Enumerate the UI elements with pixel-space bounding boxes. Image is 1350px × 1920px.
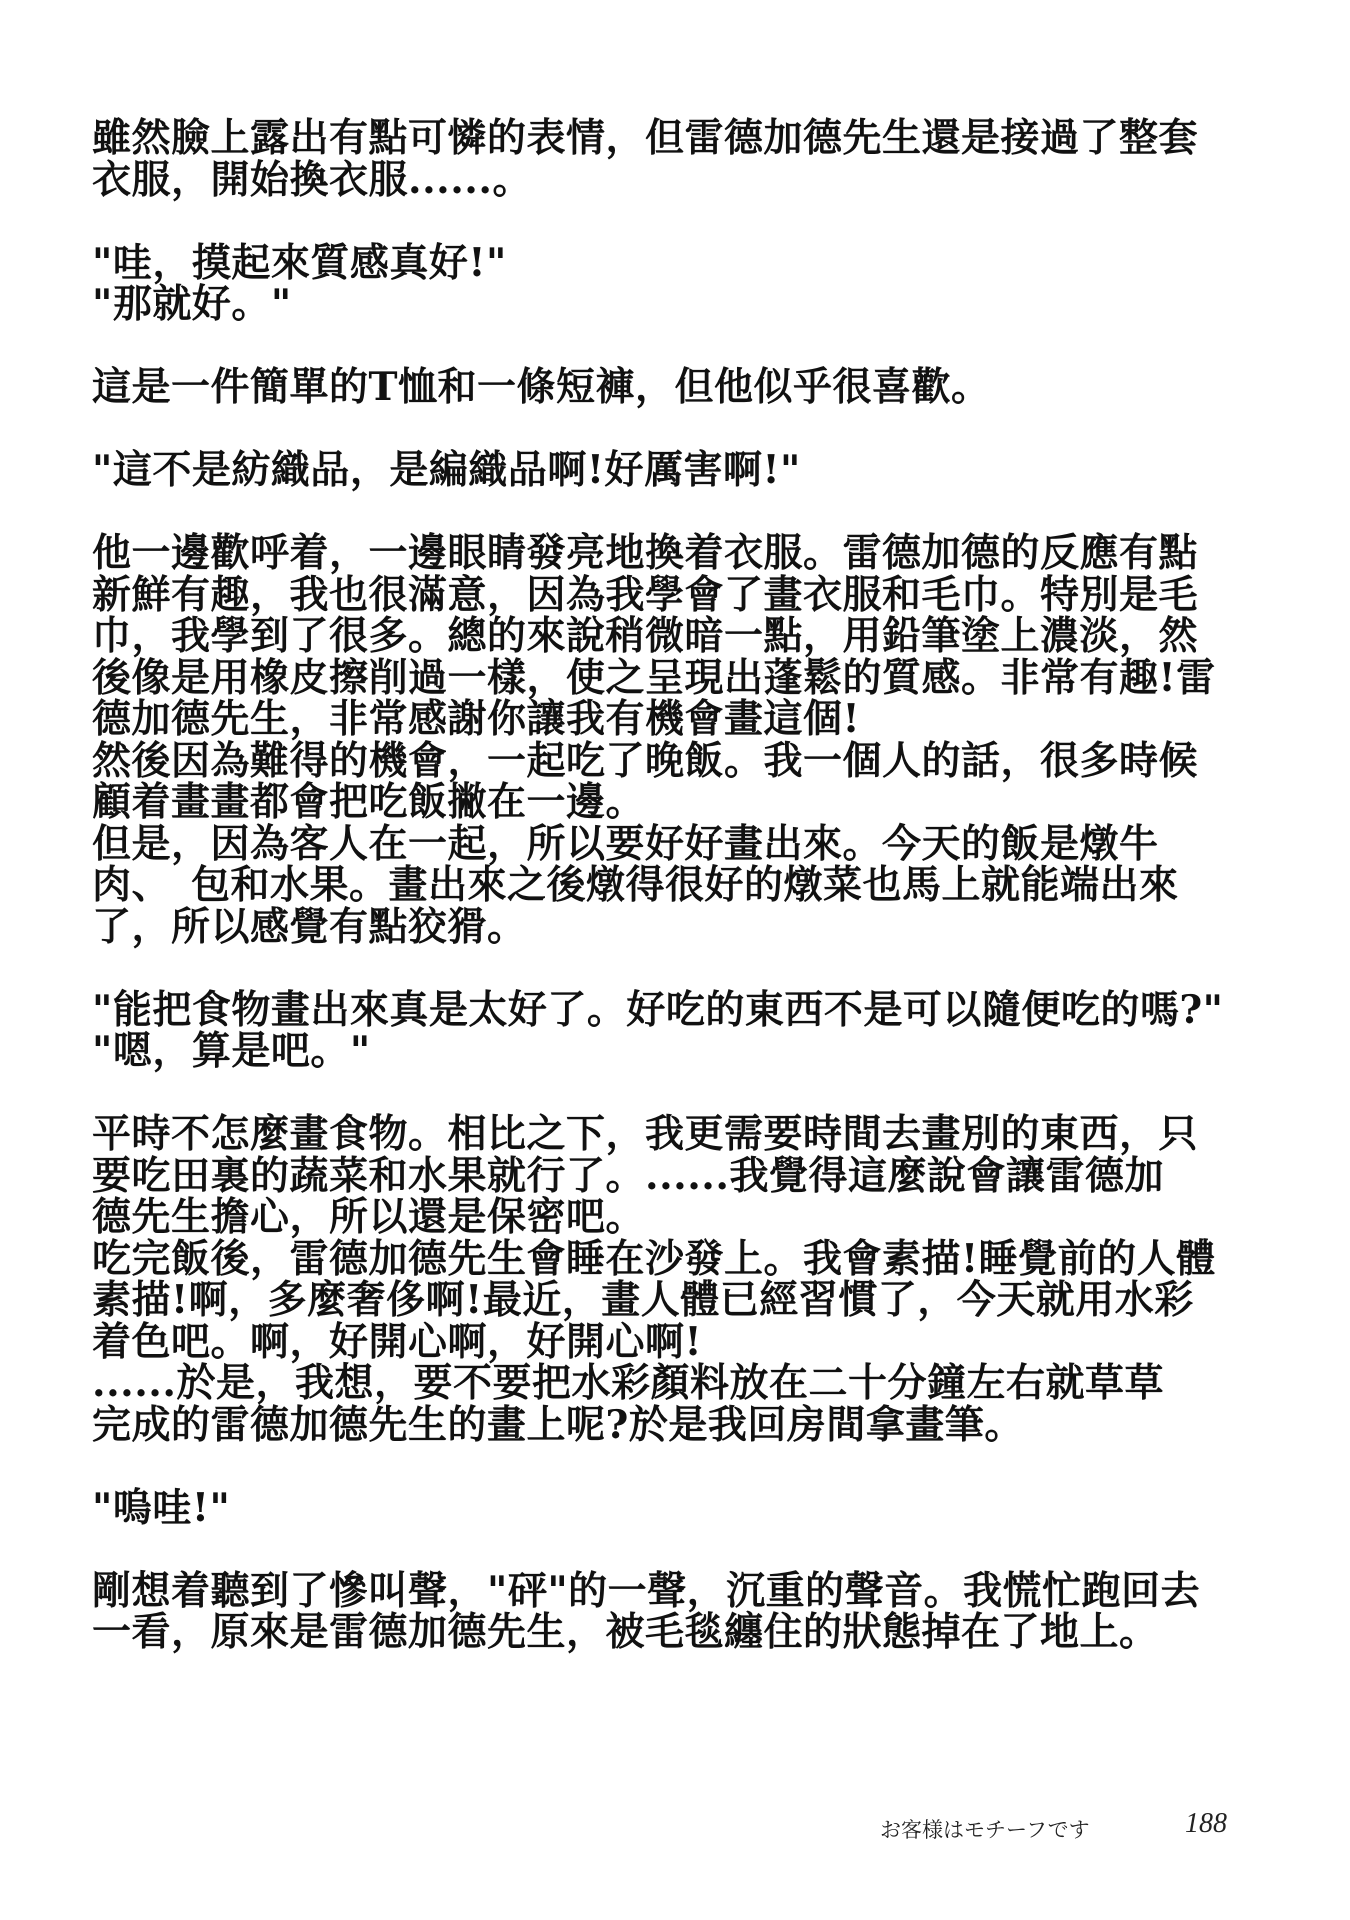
dialogue-line: "那就好。" bbox=[92, 281, 292, 327]
paragraph-gap bbox=[92, 492, 1272, 534]
text-line: 了，所以感覺有點狡猾。 bbox=[92, 903, 527, 950]
text-line: 要吃田裏的蔬菜和水果就行了。......我覺得這麼說會讓雷德加 bbox=[92, 1152, 1164, 1199]
text-line: 着色吧。啊，好開心啊，好開心啊! bbox=[92, 1318, 703, 1365]
text-line: 素描!啊，多麼奢侈啊!最近，畫人體已經習慣了，今天就用水彩 bbox=[92, 1277, 1194, 1323]
paragraph-gap bbox=[92, 948, 1272, 990]
paragraph-gap bbox=[92, 1446, 1272, 1488]
text-line: 新鮮有趣，我也很滿意，因為我學會了畫衣服和毛巾。特別是毛 bbox=[92, 571, 1199, 618]
text-line: 巾，我學到了很多。總的來說稍微暗一點，用鉛筆塗上濃淡，然 bbox=[92, 613, 1199, 659]
text-line: 完成的雷德加德先生的畫上呢?於是我回房間拿畫筆。 bbox=[92, 1401, 1024, 1448]
text-line: 雖然臉上露出有點可憐的表情，但雷德加德先生還是接過了整套 bbox=[92, 115, 1199, 161]
dialogue-line: "能把食物畫出來真是太好了。好吃的東西不是可以隨便吃的嗎?" bbox=[92, 986, 1224, 1033]
text-line: 肉、 包和水果。畫出來之後燉得很好的燉菜也馬上就能端出來 bbox=[92, 862, 1179, 908]
text-line: 這是一件簡單的T恤和一條短褲，但他似乎很喜歡。 bbox=[92, 364, 991, 410]
text-line: 後像是用橡皮擦削過一樣，使之呈現出蓬鬆的質感。非常有趣!雷 bbox=[92, 654, 1216, 701]
text-line: 剛想着聽到了慘叫聲，"砰"的一聲，沉重的聲音。我慌忙跑回去 bbox=[92, 1567, 1201, 1614]
dialogue-line: "哇，摸起來質感真好!" bbox=[92, 239, 507, 286]
page-body bbox=[92, 115, 1272, 1655]
text-line: 平時不怎麼畫食物。相比之下，我更需要時間去畫別的東西，只 bbox=[92, 1111, 1199, 1157]
text-line: 衣服，開始換衣服......。 bbox=[92, 156, 532, 203]
text-line: 德先生擔心，所以還是保密吧。 bbox=[92, 1194, 646, 1240]
page-footer bbox=[880, 1806, 1240, 1846]
text-line: 吃完飯後，雷德加德先生會睡在沙發上。我會素描!睡覺前的人體 bbox=[92, 1235, 1216, 1282]
text-line: 德加德先生，非常感謝你讓我有機會畫這個! bbox=[92, 696, 861, 742]
book-title: お客様はモチーフです bbox=[880, 1818, 1090, 1842]
text-line: 顧着畫畫都會把吃飯撇在一邊。 bbox=[92, 779, 646, 825]
text-line: 但是，因為客人在一起，所以要好好畫出來。今天的飯是燉牛 bbox=[92, 820, 1159, 867]
paragraph-gap bbox=[92, 326, 1272, 368]
dialogue-line: "嗚哇!" bbox=[92, 1484, 231, 1531]
text-line: 然後因為難得的機會，一起吃了晚飯。我一個人的話，很多時候 bbox=[92, 737, 1199, 784]
paragraph-gap bbox=[92, 201, 1272, 243]
text-line: 他一邊歡呼着，一邊眼睛發亮地換着衣服。雷德加德的反應有點 bbox=[92, 530, 1199, 576]
dialogue-line: "嗯，算是吧。" bbox=[92, 1028, 371, 1074]
paragraph-gap bbox=[92, 409, 1272, 451]
text-line: ......於是，我想，要不要把水彩顏料放在二十分鐘左右就草草 bbox=[92, 1360, 1164, 1406]
paragraph-gap bbox=[92, 1529, 1272, 1571]
text-line: 一看，原來是雷德加德先生，被毛毯纏住的狀態掉在了地上。 bbox=[92, 1609, 1159, 1655]
paragraph-gap bbox=[92, 1073, 1272, 1115]
dialogue-line: "這不是紡織品，是編織品啊!好厲害啊!" bbox=[92, 447, 801, 493]
page-number: 188 bbox=[1185, 1808, 1227, 1839]
